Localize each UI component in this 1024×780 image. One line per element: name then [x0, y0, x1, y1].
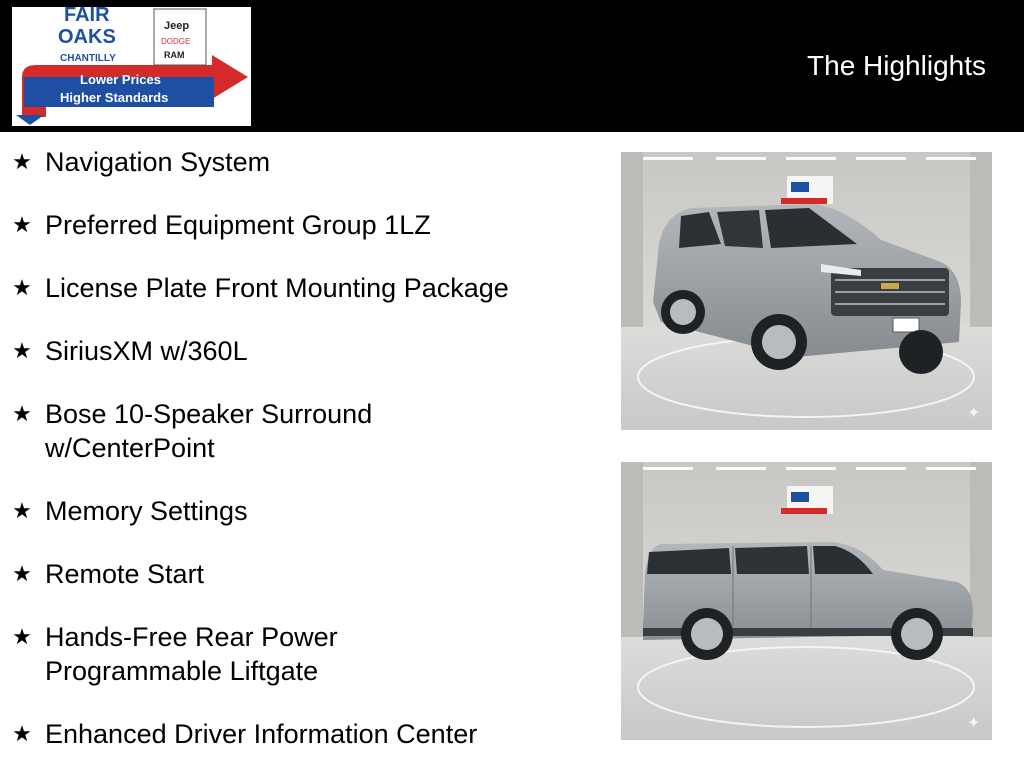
feature-label: Enhanced Driver Information Center	[45, 719, 478, 749]
vehicle-image	[621, 462, 992, 740]
star-icon: ★	[12, 275, 32, 300]
star-icon: ★	[12, 624, 32, 649]
feature-label: Hands-Free Rear Power Programmable Liftgate	[45, 622, 338, 686]
logo-line2: OAKS	[58, 26, 116, 48]
feature-label: License Plate Front Mounting Package	[45, 273, 509, 303]
feature-item	[10, 717, 600, 751]
feature-item	[10, 334, 600, 368]
feature-label: Preferred Equipment Group 1LZ	[45, 210, 431, 240]
star-icon: ★	[12, 561, 32, 586]
feature-list	[10, 145, 600, 780]
logo-line3: CHANTILLY	[60, 53, 116, 64]
logo-line1: FAIR	[64, 7, 110, 26]
dealer-logo[interactable]	[12, 7, 251, 126]
star-icon: ★	[12, 401, 32, 426]
feature-item	[10, 620, 405, 688]
feature-item	[10, 494, 600, 528]
logo-brand2: DODGE	[161, 37, 191, 46]
feature-label: Remote Start	[45, 559, 205, 589]
header-bar	[0, 0, 1024, 132]
vehicle-photo-front-three-quarter[interactable]	[621, 152, 992, 430]
logo-brand3: RAM	[164, 50, 185, 60]
feature-label: Bose 10-Speaker Surround w/CenterPoint	[45, 399, 373, 463]
logo-tagline1: Lower Prices	[80, 72, 161, 87]
star-icon: ★	[12, 338, 32, 363]
feature-item	[10, 145, 600, 179]
logo-tagline2: Higher Standards	[60, 90, 169, 105]
svg-text:✦: ✦	[967, 713, 981, 732]
vehicle-photo-side[interactable]	[621, 462, 992, 740]
logo-brand1: Jeep	[164, 20, 190, 32]
star-icon: ★	[12, 498, 32, 523]
feature-label: Memory Settings	[45, 496, 248, 526]
feature-label: Navigation System	[45, 147, 271, 177]
feature-item	[10, 208, 600, 242]
feature-item	[10, 271, 600, 305]
vehicle-image	[621, 152, 992, 430]
star-icon: ★	[12, 212, 32, 237]
feature-item	[10, 557, 600, 591]
star-icon: ★	[12, 721, 32, 746]
feature-label: SiriusXM w/360L	[45, 336, 248, 366]
page-title: The Highlights	[807, 50, 986, 81]
feature-item	[10, 397, 435, 465]
svg-text:✦: ✦	[967, 403, 981, 422]
star-icon: ★	[12, 149, 32, 174]
dealer-logo-graphic	[12, 7, 251, 126]
